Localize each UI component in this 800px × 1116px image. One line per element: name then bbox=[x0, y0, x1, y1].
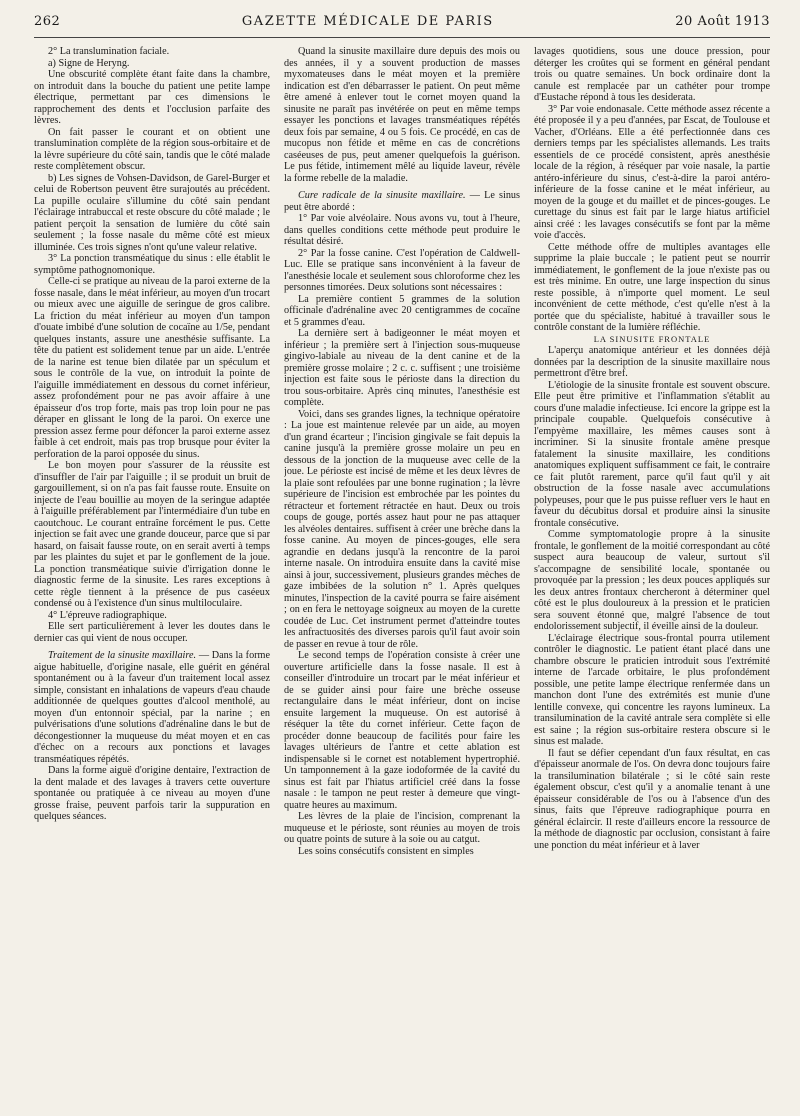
paragraph: a) Signe de Heryng. bbox=[48, 57, 130, 69]
page-header bbox=[34, 14, 770, 38]
paragraph-text: — Dans la forme aigue habituelle, d'origine nasale, elle guérit en général spontanément ou à la faveur d'un traitement local assez simple, consistant en inhalations de vapeurs d'eau chaude additionnée de quelques gouttes d'alcool mentholé, au moyen d'un entonnoir spécial, par la narine ; en pulvérisations d'une solutions d'adrénaline dans le but de décongestionner la muqueuse du méat moyen et en cas d'échec on a recours aux ponctions et lavages transméatiques répétés. bbox=[34, 650, 270, 765]
italic-subheading: Traitement de la sinusite maxillaire. bbox=[48, 650, 197, 661]
paragraph: b) Les signes de Vohsen-Davidson, de Garel-Burger et celui de Robertson peuvent être surajoutés au précédent. La pupille oculaire s'illumine du côté sain pendant l'éclairage intrabuccal et reste obscure du côté malade ; le patient perçoit la sensation de lumière du côté sain seulement ; la fosse nasale du même côté est mieux illuminée. Ces trois signes n'ont qu'une valeur relative. bbox=[34, 172, 270, 253]
paragraph bbox=[34, 650, 270, 765]
paragraph: L'éclairage électrique sous-frontal pourra utilement contrôler le diagnostic. Le patient étant placé dans une chambre obscure le praticien introduit sous l'extrémité interne de l'arcade orbitaire, le plus profondément possible, une petite lampe électrique renfermée dans un manchon dont l'une des extrémités est munie d'une lentille convexe, qui concentre les rayons lumineux. La transilumination de la cavité antrale sera complète si elle est saine ; la région sus-orbitaire restera obscure si le sinus est malade. bbox=[534, 632, 770, 747]
paragraph: Le bon moyen pour s'assurer de la réussite est d'insuffler de l'air par l'aiguille ; il se produit un bruit de gargouillement, si on n'a pas fait fausse route. Ensuite on injecte de l'eau bouillie au moyen de la seringue adaptée à l'aiguille préférablement par l'intermédiaire d'un tube en caoutchouc. Le courant entraîne forcément le pus. Cette injection se fait avec une grande douceur, parce que si par hasard, on faisait fausse route, on en serait averti à temps par les plaintes du sujet et par le gonflement de la joue. La ponction transméatique suivie d'irrigation donne le diagnostic ferme de la sinusite. Les rares exceptions à cette règle tiennent à la présence de pus caséeux condensé ou à l'existence d'un sinus multiloculaire. bbox=[34, 460, 270, 609]
paragraph: Comme symptomatologie propre à la sinusite frontale, le gonflement de la moitié correspondant au côté suspect aura beaucoup de valeur, surtout s'il s'accompagne de sensibilité locale, spontanée ou provoquée par la pression ; les deux pouces appliqués sur les deux antres frontaux chercheront à déterminer quel côté est le plus douloureux à la pression et le praticien sera souvent étonné que, malgré l'absence de tout endolorissement subjectif, il éveille ainsi de la douleur. bbox=[534, 529, 770, 632]
paragraph: 3° La ponction transméatique du sinus : elle établit le symptôme pathognomonique. bbox=[34, 253, 270, 276]
paragraph: Les soins consécutifs consistent en simples bbox=[298, 845, 474, 857]
paragraph: 4° L'épreuve radiographique. bbox=[48, 609, 167, 621]
paragraph: Le second temps de l'opération consiste à créer une ouverture artificielle dans la fosse nasale. Il est à conseiller d'introduire un trocart par le méat inférieur et de se guider ainsi pour faire une brèche osseuse rectangulaire dans le méat inférieur, dont on incise ensuite largement la muqueuse. On est autorisé à réséquer la tête du cornet inférieur. Cette façon de procéder donne beaucoup de facilités pour faire les lavages ultérieurs de l'antre et cette ablation est indispensable si le cornet est notablement hypertrophié. Un tamponnement à la gaze iodoformée de la cavité du sinus est fait par l'hiatus artificiel créé dans la fosse nasale : le tampon ne peut rester à demeure que vingt-quatre heures au maximum. bbox=[284, 650, 520, 811]
paragraph: Il faut se défier cependant d'un faux résultat, en cas d'épaisseur anormale de l'os. On devra donc toujours faire la transilumination bilatérale ; si le côté sain reste également obscur, c'est qu'il y a anomalie tenant à une épaisseur considérable de l'os ou à l'absence d'un des sinus, faits que l'épreuve radiographique pourra en général éclaircir. Il reste d'ailleurs encore la ressource de la méthode de diagnostic par occlusion, consistant à faire une ponction du méat inférieur et à laver bbox=[534, 747, 770, 851]
paragraph-text: — Le sinus peut être abordé : bbox=[284, 190, 520, 213]
column-middle bbox=[284, 46, 520, 1116]
paragraph: 2° La translumination faciale. bbox=[48, 46, 170, 57]
paragraph: 2° Par la fosse canine. C'est l'opération de Caldwell-Luc. Elle se pratique sans inconvénient à la faveur de l'anesthésie locale et seulement sous chloroforme chez les personnes timorées. Deux solutions sont nécessaires : bbox=[284, 247, 520, 293]
paragraph: Dans la forme aiguë d'origine dentaire, l'extraction de la dent malade et des lavages à travers cette ouverture spontanée ou pratiquée à ce niveau au moyen d'une grosse fraise, peuvent parfois tarir la suppuration en quelques séances. bbox=[34, 765, 270, 822]
italic-subheading: Cure radicale de la sinusite maxillaire. bbox=[298, 190, 466, 201]
paragraph: Elle sert particulièrement à lever les doutes dans le dernier cas qui vient de nous occuper. bbox=[34, 621, 270, 644]
paragraph: 3° Par voie endonasale. Cette méthode assez récente a été proposée il y a peu d'années, par Escat, de Toulouse et Vacher, d'Orléans. Elle a été perfectionnée dans ces derniers temps par les spécialistes allemands. Les traits essentiels de ce procédé consistent, après anesthésie locale de la région, à réséquer par voie nasale, la partie antéro-inférieure du sinus, c'est-à-dire la paroi antéro-inférieure de la fosse canine et le méat inférieur, au moyen de la gouge et du maillet et de pinces-gouges. Le curettage du sinus est fait par le large hiatus artificiel ainsi créé : les lavages consécutifs se font par la même voie d'accès. bbox=[534, 103, 770, 241]
page-number: 262 bbox=[34, 14, 61, 29]
paragraph: Cette méthode offre de multiples avantages elle supprime la plaie buccale ; le patient peut se nourrir immédiatement, le gonflement de la joue n'existe pas ou est très minime. En outre, une large inspection du sinus reste possible, à n'importe quel moment. Le seul inconvénient de cette méthode, c'est qu'elle n'est à la portée que du spécialiste, habitué à travailler sous le contrôle constant de la lumière réfléchie. bbox=[534, 241, 770, 333]
journal-title: GAZETTE MÉDICALE DE PARIS bbox=[241, 14, 494, 29]
paragraph: lavages quotidiens, sous une douce pression, pour déterger les croûtes qui se forment en général pendant trois ou quatre semaines. Un bock ordinaire dont la canule est remplacée par un cathéter pour trompe d'Eustache répond à tous les desiderata. bbox=[534, 46, 770, 103]
paragraph: L'étiologie de la sinusite frontale est souvent obscure. Elle peut être primitive et l'inflammation s'établit au cours d'une maladie infectieuse. Ici encore la grippe est la principale coupable. Quelquefois consécutive à l'empyème maxillaire, les mêmes causes sont à incriminer. Si la sinusite frontale amène presque fatalement la sinusite maxillaire, les conditions anatomiques expliquent suffisamment ce fait, le contraire ce fait plutôt rarement, parce qu'il faut qu'il y ait obstruction de la fosse nasale avec accumulations polypeuses, pour que le pus puisse refluer vers le haut en faveur du décubitus dorsal et produire ainsi la sinusite frontale consécutive. bbox=[534, 379, 770, 529]
paragraph: Celle-ci se pratique au niveau de la paroi externe de la fosse nasale, dans le méat inférieur, au moyen d'un trocart ou mieux avec une aiguille de seringue de gros calibre. La friction du méat inférieur au moyen d'un tampon d'ouate imbibé d'une solution de cocaïne au 1/5e, pendant quelques instants, assure une anesthésie suffisante. La tête du patient est solidement tenue par un aide. L'entrée de la narine est tenue bien dilatée par un spéculum et sous le contrôle de la vue, on introduit la pointe de l'aiguille immédiatement en dessous du cornet inférieur, assez profondément pour ne pas avoir affaire à une épaisseur d'os trop forte, mais pas trop loin pour ne pas déraper en glissant le long de la paroi. On exerce une pression assez ferme pour défoncer la paroi externe assez faible à cet endroit, mais pas trop brusque pour éviter la perforation de la paroi opposée du sinus. bbox=[34, 276, 270, 460]
paragraph: Une obscurité complète étant faite dans la chambre, on introduit dans la bouche du patient une petite lampe électrique, permettant par ces dimensions le rapprochement des dents et l'occlusion parfaite des lèvres. bbox=[34, 69, 270, 126]
paragraph: La dernière sert à badigeonner le méat moyen et inférieur ; la première sert à l'injection sous-muqueuse gingivo-labiale au niveau de la dent canine et de la première grosse molaire ; 2 c. c. suffisent ; une troisième injection est faite sous le périoste dans la direction du trou sous-orbitaire. Après cinq minutes, l'anesthésie est complète. bbox=[284, 328, 520, 408]
paragraph: 1° Par voie alvéolaire. Nous avons vu, tout à l'heure, dans quelles conditions cette méthode peut produire le résultat désiré. bbox=[284, 213, 520, 247]
column-right bbox=[534, 46, 770, 1116]
paragraph: La première contient 5 grammes de la solution officinale d'adrénaline avec 20 centigrammes de cocaïne et 5 grammes d'eau. bbox=[284, 293, 520, 328]
paragraph: Voici, dans ses grandes lignes, la technique opératoire : La joue est maintenue relevée par un aide, au moyen d'un grand écarteur ; l'incision gingivale se fait depuis la canine jusqu'à la première grosse molaire un peu en dessous de la jonction de la muqueuse avec celle de la joue. Le périoste est incisé de même et les deux lèvres de la plaie sont refoulées par une bonne rugination ; la lèvre supérieure de l'incision est embrochée par les pointes du rétracteur et fortement rétractée en haut. Deux ou trois coups de gouge, portés assez haut pour ne pas attaquer les alvéoles dentaires. suffisent à créer une brèche dans la fosse canine. Au moyen de pinces-gouges, elle sera agrandie en dedans jusqu'à la rencontre de la paroi interne nasale. On introduira ensuite dans la cavité mise ainsi à jour, successivement, plusieurs grandes mèches de gaze imbibées de la solution n° 1. Après quelques minutes, l'inspection de la cavité pourra se faire aisément ; on en fera le nettoyage soigneux au moyen de la curette coudée de Luc. Cet instrument permet d'atteindre toutes les anfractuosités des diverses parois qu'il faut avoir soin de passer en revue à tour de rôle. bbox=[284, 408, 520, 650]
text-columns bbox=[34, 46, 770, 1116]
issue-date: 20 Août 1913 bbox=[675, 14, 770, 29]
paragraph bbox=[284, 190, 520, 213]
paragraph: Quand la sinusite maxillaire dure depuis des mois ou des années, il y a souvent production de masses myxomateuses dans le méat moyen et la première indication est d'en débarrasser le patient. On peut même être amené à enlever tout le cornet moyen quand la sinusite ne paraît pas invétérée on peut en même temps essayer les ponctions et lavages transméatiques répétés deux fois par semaine, 4 ou 5 fois. Ce procédé, en cas de mucopus non fétide et même en cas de concrétions caséeuses de pus, peut amener quelquefois la guérison. Le pus fétide, intimement mêlé au liquide laveur, révèle la forme rebelle de la maladie. bbox=[284, 46, 520, 184]
section-heading: LA SINUSITE FRONTALE bbox=[593, 333, 711, 344]
paragraph: On fait passer le courant et on obtient une translumination complète de la région sous-orbitaire et de la lèvre supérieure du côté sain, tandis que le côté malade reste complètement obscur. bbox=[34, 126, 270, 172]
column-left bbox=[34, 46, 270, 1116]
paragraph: L'aperçu anatomique antérieur et les données déjà données par la description de la sinusite maxillaire nous permettront d'être bref. bbox=[534, 345, 770, 379]
paragraph: Les lèvres de la plaie de l'incision, comprenant la muqueuse et le périoste, sont réunies au moyen de trois ou quatre points de suture à la soie ou au catgut. bbox=[284, 811, 520, 845]
